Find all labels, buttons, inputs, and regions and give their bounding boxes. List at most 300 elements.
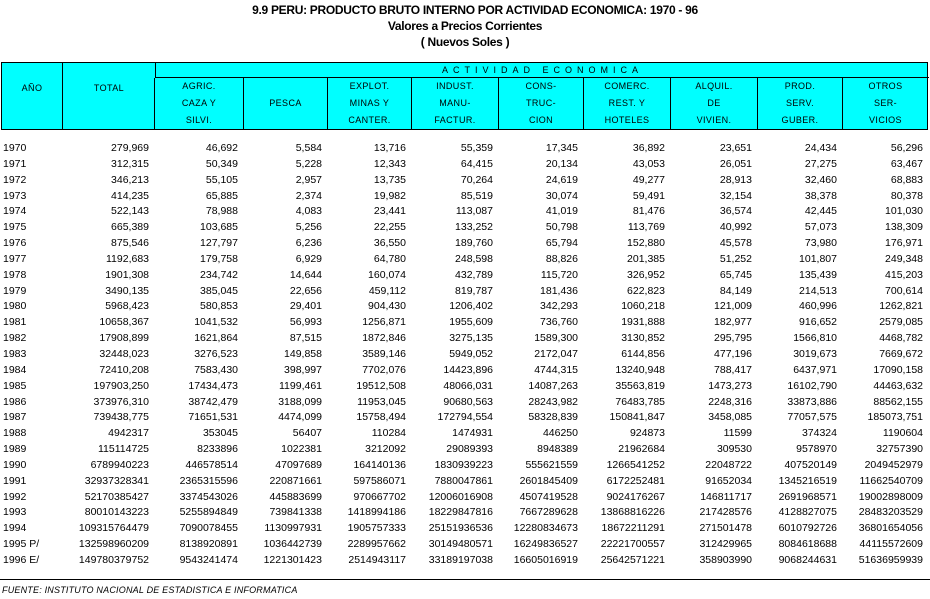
cell-value: 1589,300 [534,332,578,345]
cell-value: 3275,135 [449,332,493,345]
header-sector-line: DE [707,98,721,108]
cell-value: 3374543026 [179,490,238,503]
cell-value: 55,105 [205,173,238,186]
cell-value: 36,574 [719,205,752,218]
header-sector-line: AGRIC. [182,81,216,91]
cell-value: 665,389 [111,221,149,234]
cell-year: 1992 [3,490,27,503]
cell-value: 414,235 [111,189,149,202]
cell-value: 342,293 [540,300,578,313]
table-row [0,268,930,284]
cell-year: 1994 [3,522,27,535]
cell-value: 14,644 [289,268,322,281]
table-body [0,141,930,569]
cell-value: 41,019 [545,205,578,218]
cell-value: 78,988 [205,205,238,218]
cell-value: 46,692 [205,142,238,154]
cell-value: 217428576 [699,506,752,519]
cell-value: 597586071 [353,474,406,487]
cell-year: 1981 [3,316,27,329]
cell-value: 201,385 [627,252,665,265]
cell-value: 788,417 [714,363,752,376]
cell-year: 1990 [3,458,27,471]
cell-value: 7702,076 [362,363,406,376]
cell-value: 1621,864 [194,332,238,345]
cell-value: 52170385427 [84,490,149,503]
table-row [0,521,930,537]
table-subtitle: Valores a Precios Corrientes [387,19,543,33]
cell-value: 133,252 [455,221,493,234]
table-row [0,236,930,252]
header-group-actividad: ACTIVIDAD ECONOMICA [155,63,929,78]
cell-value: 64,415 [460,157,493,170]
cell-value: 580,853 [200,300,238,313]
cell-value: 135,439 [799,268,837,281]
cell-value: 736,760 [540,316,578,329]
cell-value: 6172252481 [606,474,665,487]
table-row [0,553,930,569]
cell-value: 2248,316 [708,395,752,408]
cell-value: 113,087 [455,205,493,218]
cell-value: 1418994186 [347,506,406,519]
cell-value: 76483,785 [615,395,665,408]
cell-value: 924873 [629,427,665,440]
table-units: ( Nuevos Soles ) [420,35,510,49]
cell-value: 51,252 [719,252,752,265]
header-sector-3 [411,78,498,129]
cell-value: 477,196 [714,347,752,360]
table-row [0,299,930,315]
cell-value: 279,969 [111,142,149,154]
cell-value: 10658,367 [99,316,149,329]
header-sector-line: SILVI. [185,115,213,125]
header-sector-line: CONS- [525,81,557,91]
cell-value: 45,578 [719,237,752,250]
cell-value: 5949,052 [449,347,493,360]
cell-value: 1022381 [281,443,322,456]
cell-value: 81,476 [632,205,665,218]
table-row [0,363,930,379]
cell-value: 30149480571 [428,538,493,551]
cell-value: 555621559 [525,458,578,471]
header-total [62,63,155,129]
cell-value: 358903990 [699,553,752,566]
table-row [0,395,930,411]
cell-value: 28,913 [719,173,752,186]
table-row [0,173,930,189]
header-sector-0 [154,78,243,129]
cell-value: 13868816226 [600,506,665,519]
table-row [0,220,930,236]
cell-value: 91652034 [705,474,752,487]
cell-value: 32757390 [876,443,923,456]
cell-value: 1474931 [452,427,493,440]
cell-value: 4468,782 [879,332,923,345]
header-sector-line: MINAS Y [349,98,390,108]
table-row [0,284,930,300]
cell-value: 87,515 [289,332,322,345]
cell-value: 33873,886 [787,395,837,408]
cell-value: 1256,871 [362,316,406,329]
title-block [0,2,930,50]
cell-value: 3130,852 [621,332,665,345]
cell-value: 55,359 [460,142,493,154]
cell-value: 4128827075 [778,506,837,519]
header-sector-line: PROD. [784,81,816,91]
cell-year: 1975 [3,221,27,234]
table-row [0,505,930,521]
cell-value: 445883699 [269,490,322,503]
cell-value: 4942317 [108,427,149,440]
cell-value: 271501478 [699,522,752,535]
table-row [0,252,930,268]
cell-value: 312,315 [111,157,149,170]
cell-value: 27,275 [804,157,837,170]
cell-value: 110284 [371,427,406,440]
cell-value: 50,349 [205,157,238,170]
cell-value: 146811717 [700,490,752,503]
source-note: FUENTE: INSTITUTO NACIONAL DE ESTADISTICA E INFORMATICA [2,585,298,595]
cell-value: 19002898009 [858,490,923,503]
cell-value: 9068244631 [778,553,837,566]
cell-year: 1980 [3,300,27,313]
header-sector-6 [670,78,757,129]
cell-value: 5,584 [295,142,322,154]
cell-year: 1993 [3,506,27,519]
table-row [0,458,930,474]
cell-value: 189,760 [455,237,493,250]
cell-value: 38,378 [804,189,837,202]
cell-value: 57,073 [804,221,837,234]
cell-value: 138,309 [885,221,923,234]
cell-year: 1971 [3,157,27,170]
cell-value: 50,798 [545,221,578,234]
cell-value: 13,735 [373,173,406,186]
cell-value: 22048722 [705,458,752,471]
cell-value: 1473,273 [708,379,752,392]
cell-year: 1977 [3,252,27,265]
cell-value: 28243,982 [528,395,578,408]
cell-value: 65,794 [545,237,578,250]
header-sector-line: CION [528,115,554,125]
cell-value: 6144,856 [621,347,665,360]
cell-value: 1190604 [882,427,923,440]
cell-value: 84,149 [719,284,752,297]
cell-value: 18229847816 [428,506,493,519]
cell-value: 309530 [716,443,752,456]
cell-year: 1982 [3,332,27,345]
header-sector-line: ALQUIL. [695,81,733,91]
cell-value: 44463,632 [873,379,923,392]
cell-value: 64,780 [373,252,406,265]
cell-value: 1566,810 [793,332,837,345]
table-row [0,379,930,395]
cell-value: 40,992 [719,221,752,234]
cell-year: 1974 [3,205,27,218]
cell-value: 1830939223 [434,458,493,471]
header-sector-line: GUBER. [781,115,819,125]
cell-value: 346,213 [111,173,149,186]
cell-value: 48066,031 [443,379,493,392]
cell-value: 249,348 [885,252,923,265]
cell-value: 182,977 [714,316,752,329]
cell-value: 18672211291 [601,522,665,535]
cell-value: 4474,099 [278,411,322,424]
header-sector-line: CANTER. [348,115,391,125]
cell-value: 65,745 [719,268,752,281]
cell-value: 3212092 [365,443,406,456]
table-row [0,537,930,553]
cell-value: 3276,523 [194,347,238,360]
cell-value: 24,619 [545,173,578,186]
cell-value: 181,436 [540,284,578,297]
cell-value: 12280834673 [513,522,578,535]
cell-value: 2049452979 [864,458,923,471]
cell-year: 1976 [3,237,27,250]
cell-value: 22,656 [289,284,322,297]
cell-value: 522,143 [111,205,149,218]
cell-value: 103,685 [200,221,238,234]
cell-value: 32,460 [804,173,837,186]
cell-value: 36,892 [632,142,665,154]
header-sector-line: COMERC. [604,81,650,91]
cell-value: 234,742 [200,268,238,281]
table-row [0,315,930,331]
cell-value: 17,345 [545,142,578,154]
cell-year: 1988 [3,427,27,440]
cell-value: 4744,315 [534,363,578,376]
cell-value: 904,430 [368,300,406,313]
cell-year: 1996 E/ [3,553,40,566]
cell-value: 415,203 [885,268,923,281]
cell-value: 353045 [202,427,238,440]
header-sector-line: VIVIEN. [696,115,732,125]
cell-value: 185073,751 [867,411,923,424]
cell-value: 312429965 [699,538,752,551]
cell-value: 460,996 [799,300,837,313]
cell-value: 326,952 [627,268,665,281]
cell-value: 113,769 [627,221,665,234]
cell-value: 12006016908 [428,490,493,503]
cell-year: 1987 [3,411,27,424]
cell-value: 115,720 [540,268,578,281]
cell-year: 1972 [3,173,27,186]
table-row [0,474,930,490]
cell-value: 2691968571 [778,490,837,503]
cell-value: 16605016919 [513,553,578,566]
cell-value: 2601845409 [519,474,578,487]
cell-value: 739438,775 [93,411,149,424]
cell-value: 49,277 [632,173,665,186]
cell-value: 220871661 [269,474,322,487]
cell-value: 179,758 [200,252,238,265]
cell-value: 459,112 [368,284,406,297]
cell-value: 25642571221 [600,553,665,566]
cell-value: 1192,683 [105,252,149,265]
cell-value: 44115572609 [859,538,923,551]
cell-value: 407520149 [784,458,837,471]
table-row [0,426,930,442]
cell-value: 7667289628 [519,506,578,519]
cell-value: 30,074 [545,189,578,202]
cell-value: 65,885 [205,189,238,202]
cell-value: 80,378 [890,189,923,202]
cell-value: 3490,135 [105,284,149,297]
cell-value: 32448,023 [99,347,149,360]
cell-value: 88,826 [545,252,578,265]
cell-value: 11953,045 [357,395,406,408]
cell-value: 14423,896 [443,363,493,376]
header-sector-7 [757,78,842,129]
header-sector-line: REST. Y [608,98,646,108]
cell-value: 25151936536 [428,522,493,535]
cell-value: 72410,208 [99,363,149,376]
cell-value: 9543241474 [179,553,238,566]
cell-value: 1221301423 [263,553,322,566]
cell-value: 26,051 [719,157,752,170]
table-row [0,347,930,363]
cell-value: 7669,672 [879,347,923,360]
cell-value: 1266541252 [606,458,665,471]
cell-value: 9024176267 [606,490,665,503]
cell-value: 149,858 [284,347,322,360]
cell-year: 1991 [3,474,27,487]
cell-value: 3188,099 [278,395,322,408]
cell-value: 214,513 [799,284,837,297]
cell-value: 29089393 [446,443,493,456]
cell-value: 115114725 [98,443,149,456]
table-title: 9.9 PERU: PRODUCTO BRUTO INTERNO POR ACTIVIDAD ECONOMICA: 1970 - 96 [252,3,698,17]
cell-value: 8084618688 [778,538,837,551]
cell-value: 446250 [542,427,578,440]
cell-value: 149780379752 [78,553,149,566]
cell-value: 13240,948 [615,363,665,376]
cell-value: 4,083 [295,205,322,218]
cell-value: 2514943117 [348,553,406,566]
cell-value: 1345216519 [778,474,837,487]
cell-value: 29,401 [289,300,322,313]
header-total-label: TOTAL [93,83,125,93]
cell-value: 5,256 [295,221,322,234]
cell-value: 2,957 [295,173,322,186]
cell-value: 172794,554 [437,411,493,424]
header-sector-line: SER- [873,98,898,108]
header-sector-line: TRUC- [526,98,556,108]
cell-year: 1984 [3,363,27,376]
table-row [0,490,930,506]
header-sector-line: PESCA [269,98,302,108]
cell-value: 1931,888 [621,316,665,329]
cell-year: 1978 [3,268,27,281]
cell-value: 127,797 [200,237,238,250]
cell-year: 1995 P/ [3,538,40,551]
cell-value: 56,993 [289,316,322,329]
cell-value: 1199,461 [278,379,322,392]
cell-value: 432,789 [455,268,493,281]
cell-value: 8138920891 [179,538,238,551]
cell-value: 150841,847 [609,411,665,424]
cell-value: 32,154 [719,189,752,202]
header-sector-line: CAZA Y [181,98,217,108]
cell-value: 7583,430 [194,363,238,376]
cell-value: 164140136 [353,458,406,471]
header-year [2,63,62,129]
cell-value: 1872,846 [362,332,406,345]
cell-value: 23,651 [719,142,752,154]
cell-year: 1983 [3,347,27,360]
cell-value: 17908,899 [99,332,149,345]
cell-value: 36801654056 [858,522,923,535]
footer-rule [0,579,930,580]
cell-value: 85,519 [460,189,493,202]
cell-value: 80010143223 [84,506,149,519]
cell-value: 109315764479 [78,522,149,535]
cell-value: 43,053 [632,157,665,170]
cell-value: 197903,250 [93,379,149,392]
cell-value: 2172,047 [534,347,578,360]
header-sector-5 [583,78,670,129]
cell-value: 22221700557 [600,538,665,551]
cell-value: 16249836527 [513,538,578,551]
cell-value: 2365315596 [179,474,238,487]
cell-value: 58328,839 [528,411,578,424]
cell-value: 132598960209 [78,538,149,551]
cell-value: 4507419528 [519,490,578,503]
cell-value: 28483203529 [858,506,923,519]
cell-value: 14087,263 [528,379,578,392]
cell-value: 295,795 [714,332,752,345]
cell-value: 23,441 [373,205,406,218]
header-sector-line: SERV. [785,98,815,108]
cell-value: 8948389 [537,443,578,456]
cell-value: 374324 [801,427,837,440]
cell-value: 9578970 [796,443,837,456]
cell-value: 160,074 [368,268,406,281]
cell-value: 70,264 [460,173,493,186]
cell-year: 1973 [3,189,27,202]
cell-value: 1036442739 [263,538,322,551]
table-row [0,410,930,426]
cell-value: 916,652 [799,316,837,329]
cell-value: 13,716 [373,142,406,154]
cell-year: 1970 [3,142,27,154]
header-sector-line: EXPLOT. [349,81,390,91]
cell-value: 373976,310 [93,395,149,408]
header-sector-line: FACTUR. [434,115,476,125]
cell-value: 2289957662 [347,538,406,551]
cell-value: 739841338 [269,506,322,519]
cell-value: 22,255 [373,221,406,234]
cell-value: 2579,085 [879,316,923,329]
cell-year: 1979 [3,284,27,297]
cell-value: 19512,508 [356,379,406,392]
cell-value: 875,546 [111,237,149,250]
cell-value: 819,787 [455,284,493,297]
cell-value: 32937328341 [84,474,149,487]
header-sector-1 [243,78,327,129]
table-row [0,442,930,458]
cell-value: 24,434 [804,142,837,154]
cell-value: 90680,563 [443,395,493,408]
cell-value: 152,880 [627,237,665,250]
cell-value: 47097689 [275,458,322,471]
cell-value: 11662540709 [859,474,923,487]
cell-value: 398,997 [284,363,322,376]
table-row [0,204,930,220]
cell-value: 8233896 [197,443,238,456]
cell-value: 35563,819 [615,379,665,392]
cell-value: 17434,473 [188,379,238,392]
